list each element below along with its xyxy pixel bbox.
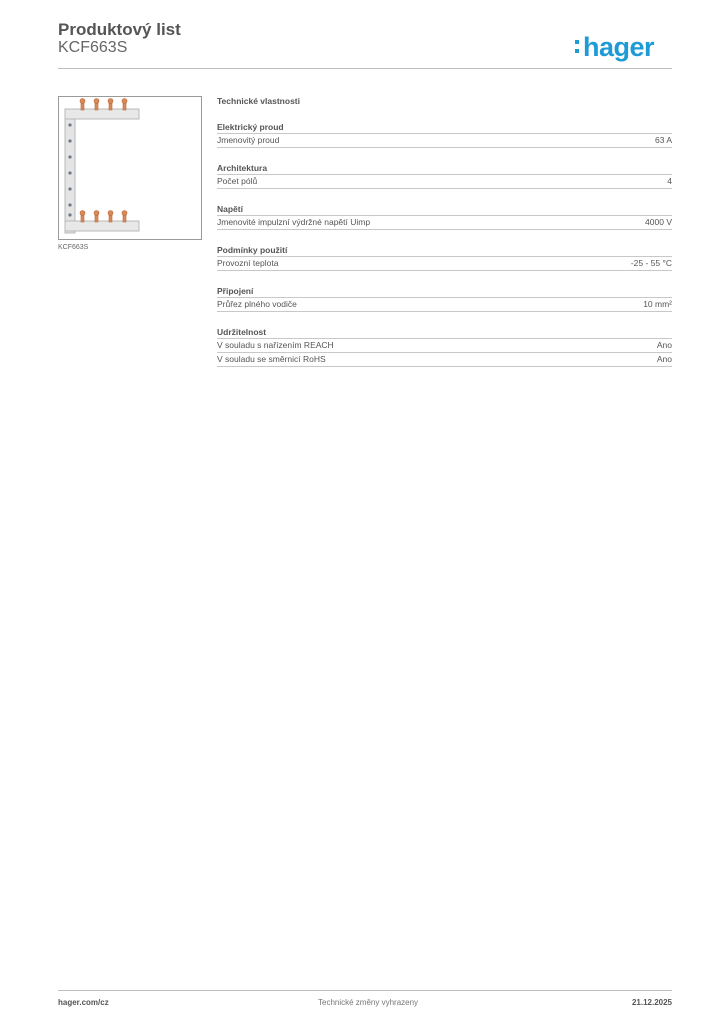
spec-row [217, 339, 672, 353]
spec-row [217, 257, 672, 271]
technical-specs [217, 95, 672, 367]
specs-heading: Technické vlastnosti [217, 96, 300, 106]
footer-date: 21.12.2025 [631, 998, 672, 1007]
spec-value: 4 [667, 176, 672, 186]
spec-value: 4000 V [645, 217, 672, 227]
spec-group-sustainability [217, 326, 672, 367]
spec-value: -25 - 55 °C [630, 258, 672, 268]
spec-group-title: Architektura [217, 162, 672, 175]
header-divider [58, 68, 672, 69]
spec-group-connection [217, 285, 672, 312]
product-image-frame [58, 96, 202, 240]
spec-value: Ano [656, 354, 672, 364]
spec-value: 63 A [654, 135, 672, 145]
spec-row [217, 353, 672, 367]
logo-text: hager [582, 32, 654, 62]
hager-logo [583, 34, 654, 61]
footer-divider [58, 990, 672, 991]
spec-group-title: Napětí [217, 203, 672, 216]
product-image-caption: KCF663S [58, 244, 89, 251]
spec-label: Provozní teplota [217, 258, 279, 268]
spec-label: Počet pólů [217, 176, 258, 186]
spec-group-current [217, 121, 672, 148]
spec-value: Ano [656, 340, 672, 350]
spec-group-title: Udržitelnost [217, 326, 672, 339]
page-header [58, 20, 672, 68]
spec-row [217, 216, 672, 230]
spec-group-architecture [217, 162, 672, 189]
spec-group-title: Elektrický proud [217, 121, 672, 134]
spec-label: V souladu s nařízením REACH [217, 340, 334, 350]
footer-note: Technické změny vyhrazeny [318, 998, 419, 1007]
spec-group-voltage [217, 203, 672, 230]
busbar-product-image [59, 97, 201, 239]
footer-website: hager.com/cz [58, 998, 109, 1007]
spec-group-conditions [217, 244, 672, 271]
spec-label: Jmenovitý proud [217, 135, 280, 145]
logo-dots-icon [575, 40, 579, 58]
spec-value: 10 mm² [643, 299, 672, 309]
spec-group-title: Podmínky použití [217, 244, 672, 257]
spec-row [217, 175, 672, 189]
product-code: KCF663S [58, 39, 128, 56]
spec-row [217, 134, 672, 148]
spec-row [217, 298, 672, 312]
spec-label: Průřez plného vodiče [217, 299, 297, 309]
spec-label: Jmenovité impulzní výdržné napětí Uimp [217, 217, 371, 227]
spec-group-title: Připojení [217, 285, 672, 298]
spec-label: V souladu se směrnicí RoHS [217, 354, 326, 364]
page-title: Produktový list [58, 20, 181, 39]
